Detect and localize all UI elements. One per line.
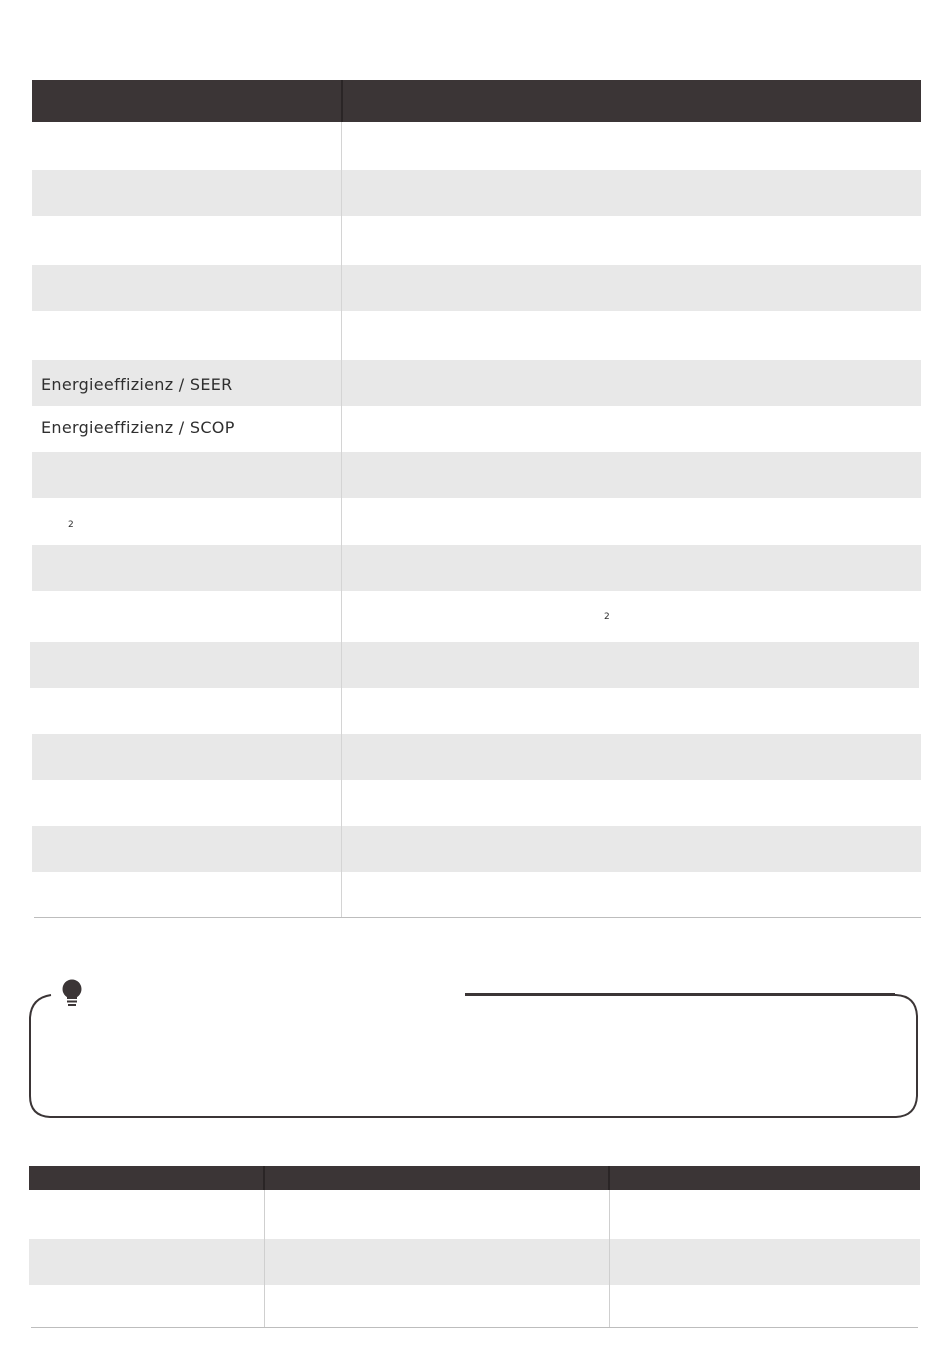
bottom-table-header <box>29 1166 920 1190</box>
row-label-seer: Energieeffizienz / SEER <box>41 375 233 394</box>
table-row <box>29 1285 920 1327</box>
table-row <box>32 406 921 452</box>
table-row <box>32 591 921 642</box>
table-row <box>32 170 921 216</box>
table-row <box>32 452 921 498</box>
row-label-scop: Energieeffizienz / SCOP <box>41 418 235 437</box>
table-row <box>32 734 921 780</box>
bottom-table-column-divider <box>609 1190 610 1327</box>
tip-box-heading-rule <box>465 993 895 995</box>
table-row <box>30 642 919 688</box>
row-value-superscript: 2 <box>604 612 610 622</box>
table-row <box>32 780 921 826</box>
bottom-table-column-divider <box>264 1190 265 1327</box>
row-label-superscript: 2 <box>68 520 74 530</box>
spec-table-column-divider <box>341 122 342 918</box>
table-row <box>32 216 921 265</box>
table-row <box>32 122 921 170</box>
lightbulb-icon <box>60 978 84 1008</box>
table-row <box>32 498 921 545</box>
tip-box-frame <box>29 994 918 1118</box>
table-row <box>29 1190 920 1239</box>
spec-table-header <box>32 80 921 122</box>
bottom-table-header-divider <box>263 1166 265 1190</box>
table-row <box>32 826 921 872</box>
bottom-table-header-divider <box>608 1166 610 1190</box>
table-row <box>32 360 921 406</box>
bottom-table-bottom-rule <box>31 1327 918 1328</box>
table-row <box>32 688 921 734</box>
table-row <box>32 311 921 360</box>
table-row <box>32 872 921 917</box>
spec-table-header-divider <box>341 80 343 122</box>
table-row <box>29 1239 920 1285</box>
table-row <box>32 545 921 591</box>
spec-table-bottom-rule <box>34 917 921 918</box>
table-row <box>32 265 921 311</box>
